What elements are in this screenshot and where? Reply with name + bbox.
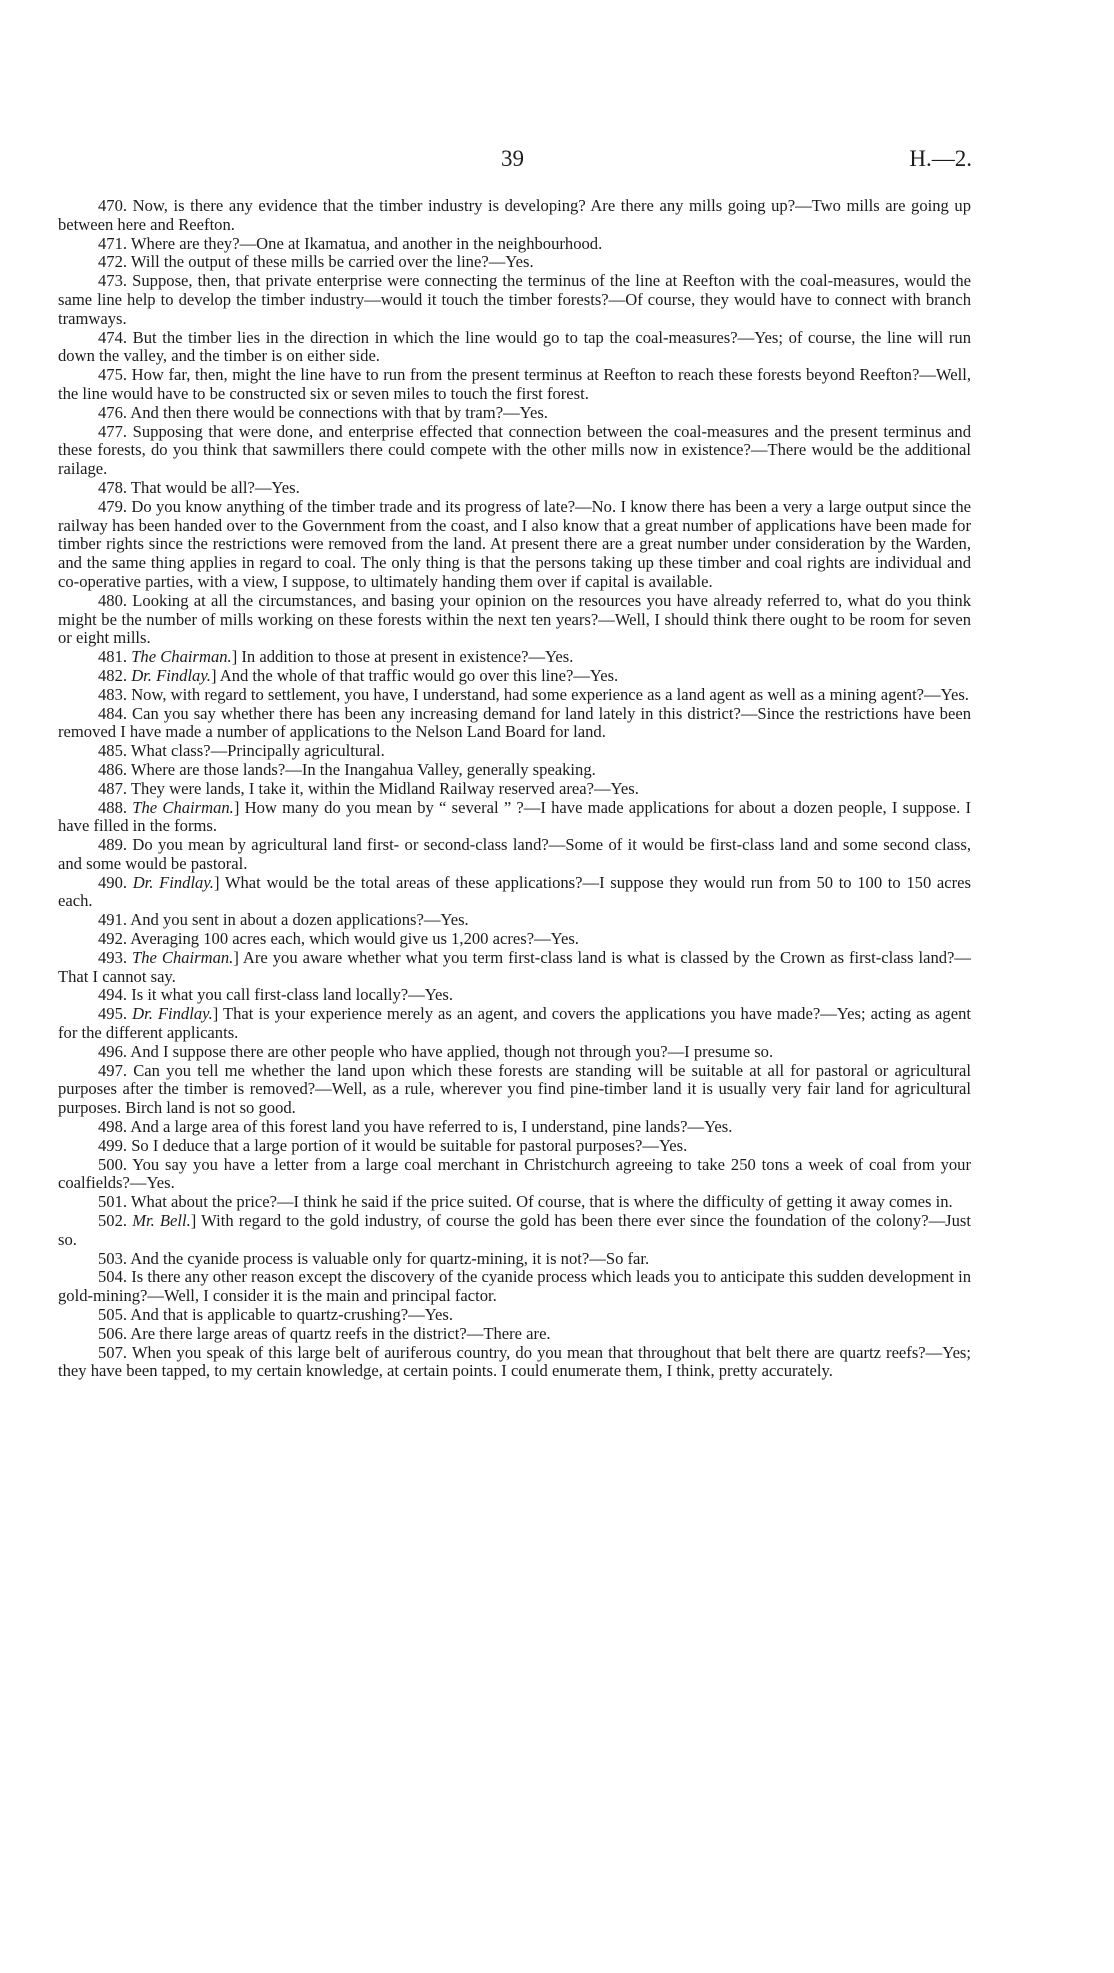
paragraph-text: ] In addition to those at present in existence?—Yes. bbox=[231, 647, 574, 667]
testimony-paragraph: 496. And I suppose there are other people who have applied, though not through you?—I presume so. bbox=[98, 1041, 774, 1061]
testimony-paragraph: 485. What class?—Principally agricultural. bbox=[98, 741, 385, 761]
testimony-paragraph: 506. Are there large areas of quartz reefs in the district?—There are. bbox=[98, 1323, 551, 1343]
testimony-paragraph bbox=[58, 667, 971, 686]
paragraph-text: ] Are you aware whether what you term first-class land is what is classed by the Crown as first-class land?—That I cannot say. bbox=[58, 947, 971, 986]
testimony-paragraph: 478. That would be all?—Yes. bbox=[98, 477, 300, 497]
question-number: 493. bbox=[98, 947, 128, 967]
speaker-name: The Chairman. bbox=[132, 797, 234, 817]
testimony-paragraph: 504. Is there any other reason except the discovery of the cyanide process which leads you to anticipate this sudden development in gold-mining?—Well, I consider it is the main and principal factor. bbox=[58, 1267, 971, 1306]
testimony-paragraph: 503. And the cyanide process is valuable only for quartz-mining, it is not?—So far. bbox=[98, 1248, 650, 1268]
testimony-paragraph: 476. And then there would be connections with that by tram?—Yes. bbox=[98, 402, 548, 422]
testimony-paragraph: 498. And a large area of this forest land you have referred to is, I understand, pine lands?—Yes. bbox=[98, 1117, 733, 1137]
paragraph-text: ] And the whole of that traffic would go over this line?—Yes. bbox=[210, 665, 619, 685]
question-number: 495. bbox=[98, 1004, 128, 1024]
testimony-paragraph: 497. Can you tell me whether the land upon which these forests are standing will be suitable at all for pastoral or agricultural purposes after the timber is removed?—Well, as a rule, wherever you find pine-timber land it is usually very fair land for agricultural purposes. Birch land is not so good. bbox=[58, 1060, 971, 1118]
document-code: H.—2. bbox=[909, 146, 972, 171]
testimony-paragraph: 501. What about the price?—I think he said if the price suited. Of course, that is where the difficulty of getting it away comes in. bbox=[98, 1192, 953, 1212]
document-body bbox=[58, 197, 971, 1381]
testimony-paragraph: 494. Is it what you call first-class land locally?—Yes. bbox=[98, 985, 454, 1005]
testimony-paragraph: 489. Do you mean by agricultural land first- or second-class land?—Some of it would be first-class land and some second class, and some would be pastoral. bbox=[58, 835, 971, 873]
speaker-name: Dr. Findlay. bbox=[132, 872, 214, 892]
testimony-paragraph: 471. Where are they?—One at Ikamatua, and another in the neighbourhood. bbox=[98, 233, 603, 253]
testimony-paragraph bbox=[58, 648, 971, 667]
testimony-paragraph bbox=[58, 1212, 971, 1250]
page-number: 39 bbox=[501, 146, 524, 171]
speaker-name: The Chairman. bbox=[132, 947, 234, 967]
paragraph-text: ] What would be the total areas of these applications?—I suppose they would run from 50 to 100 to 150 acres each. bbox=[58, 872, 971, 911]
testimony-paragraph: 470. Now, is there any evidence that the timber industry is developing? Are there any mills going up?—Two mills are going up between here and Reefton. bbox=[58, 196, 971, 234]
question-number: 482. bbox=[98, 665, 128, 685]
paragraph-text: ] How many do you mean by “ several ” ?—I have made applications for about a dozen people, I suppose. I have filled in the forms. bbox=[58, 797, 971, 836]
speaker-name: Dr. Findlay. bbox=[131, 665, 211, 685]
testimony-paragraph bbox=[58, 949, 971, 987]
testimony-paragraph: 479. Do you know anything of the timber trade and its progress of late?—No. I know there has been a very a large output since the railway has been handed over to the Government from the coast, and I also know that a great number of applications have been made for timber rights since the restrictions were removed from the land. At present there are a great number under consideration by the Warden, and the same thing applies in regard to coal. The only thing is that the persons taking up these timber and coal rights are individual and co-operative parties, with a view, I suppose, to ultimately handing them over if capital is available. bbox=[58, 496, 971, 591]
testimony-paragraph: 477. Supposing that were done, and enterprise effected that connection between the coal-measures and the present terminus and these forests, do you think that sawmillers there could compete with the other mills now in existence?—There would be the additional railage. bbox=[58, 421, 971, 479]
testimony-paragraph bbox=[58, 1005, 971, 1043]
speaker-name: Mr. Bell. bbox=[132, 1211, 191, 1231]
paragraph-text: ] That is your experience merely as an agent, and covers the applications you have made?—Yes; acting as agent for the different applicants. bbox=[58, 1004, 971, 1043]
question-number: 481. bbox=[98, 647, 128, 667]
testimony-paragraph: 505. And that is applicable to quartz-crushing?—Yes. bbox=[98, 1305, 454, 1325]
testimony-paragraph: 507. When you speak of this large belt of auriferous country, do you mean that throughout that belt there are quartz reefs?—Yes; they have been tapped, to my certain knowledge, at certain points. I could enumerate them, I think, pretty accurately. bbox=[58, 1342, 971, 1381]
testimony-paragraph bbox=[58, 874, 971, 912]
testimony-paragraph: 473. Suppose, then, that private enterprise were connecting the terminus of the line at Reefton with the coal-measures, would the same line help to develop the timber industry—would it touch the timber forests?—Of course, they would have to connect with branch tramways. bbox=[58, 271, 971, 328]
testimony-paragraph: 483. Now, with regard to settlement, you have, I understand, had some experience as a land agent as well as a mining agent?—Yes. bbox=[98, 684, 969, 704]
testimony-paragraph: 492. Averaging 100 acres each, which would give us 1,200 acres?—Yes. bbox=[98, 929, 579, 949]
testimony-paragraph: 486. Where are those lands?—In the Inangahua Valley, generally speaking. bbox=[98, 759, 596, 779]
testimony-paragraph: 499. So I deduce that a large portion of it would be suitable for pastoral purposes?—Yes. bbox=[98, 1135, 688, 1155]
speaker-name: Dr. Findlay. bbox=[132, 1004, 213, 1024]
testimony-paragraph: 491. And you sent in about a dozen applications?—Yes. bbox=[98, 910, 469, 930]
testimony-paragraph: 484. Can you say whether there has been any increasing demand for land lately in this district?—Since the restrictions have been removed I have made a number of applications to the Nelson Land Board for land. bbox=[58, 703, 971, 742]
testimony-paragraph: 472. Will the output of these mills be carried over the line?—Yes. bbox=[98, 252, 534, 272]
question-number: 490. bbox=[98, 872, 128, 892]
testimony-paragraph: 474. But the timber lies in the direction in which the line would go to tap the coal-measures?—Yes; of course, the line will run down the valley, and the timber is on either side. bbox=[58, 327, 971, 366]
testimony-paragraph: 487. They were lands, I take it, within the Midland Railway reserved area?—Yes. bbox=[98, 778, 639, 798]
question-number: 488. bbox=[98, 797, 128, 817]
question-number: 502. bbox=[98, 1211, 128, 1231]
testimony-paragraph: 475. How far, then, might the line have to run from the present terminus at Reefton to reach these forests beyond Reefton?—Well, the line would have to be constructed six or seven miles to touch the first forest. bbox=[58, 365, 971, 403]
testimony-paragraph bbox=[58, 799, 971, 837]
testimony-paragraph: 500. You say you have a letter from a large coal merchant in Christchurch agreeing to take 250 tons a week of coal from your coalfields?—Yes. bbox=[58, 1154, 971, 1193]
speaker-name: The Chairman. bbox=[131, 647, 232, 667]
paragraph-text: ] With regard to the gold industry, of course the gold has been there ever since the foundation of the colony?—Just so. bbox=[58, 1211, 972, 1249]
testimony-paragraph: 480. Looking at all the circumstances, and basing your opinion on the resources you have already referred to, what do you think might be the number of mills working on these forests within the next ten years?—Well, I should think there ought to be room for seven or eight mills. bbox=[58, 590, 971, 648]
